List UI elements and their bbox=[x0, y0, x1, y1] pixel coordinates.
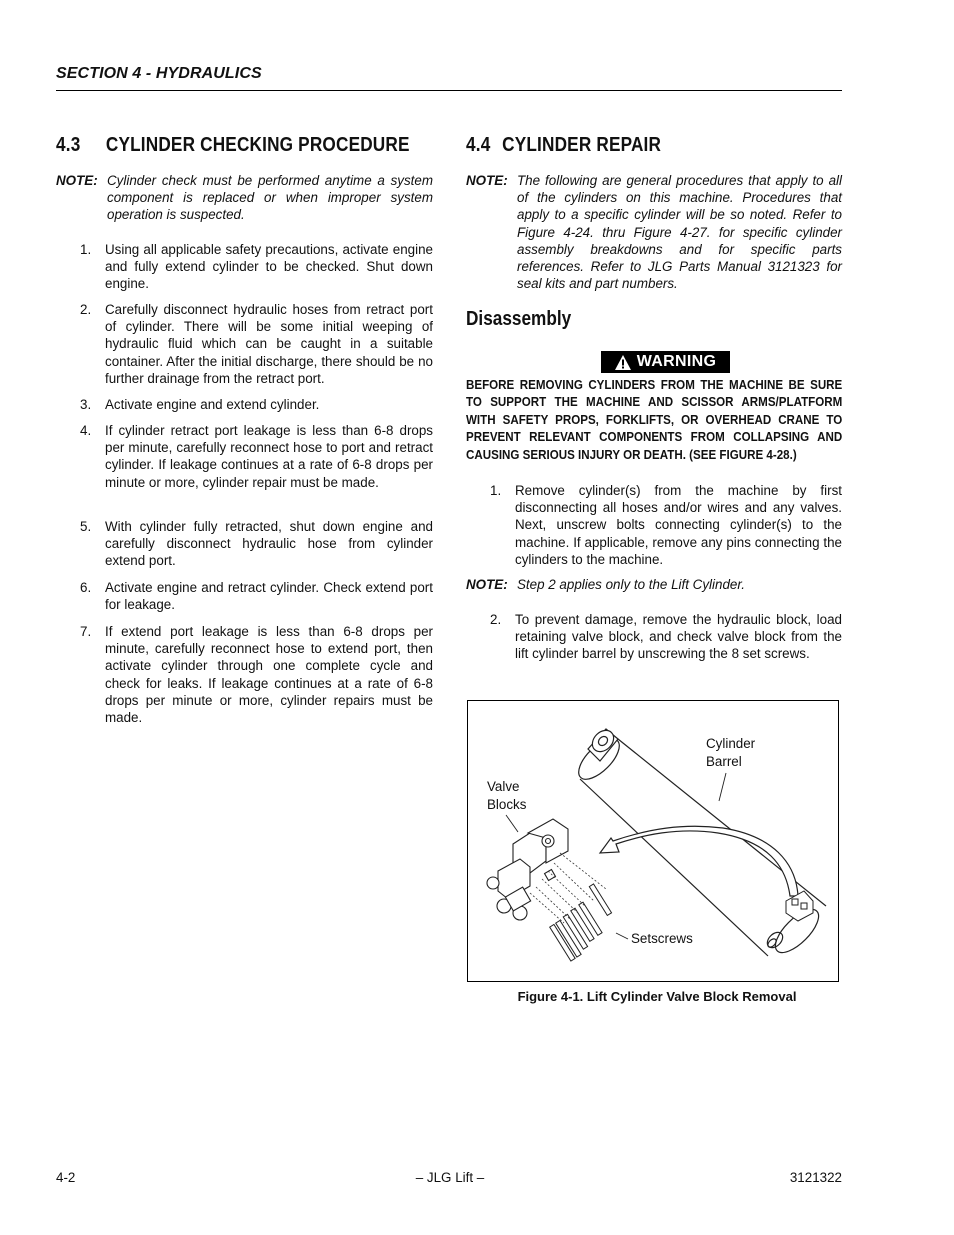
figure-frame bbox=[467, 700, 839, 982]
note-text: The following are general procedures that apply to all of the cylinders on this machine. Procedures that apply to a specific cylinder will be so noted. Refer to Figure 4-24. thru Figure 4-27. for specific cylinder assembly breakdowns and for specific parts references. Refer to JLG Parts Manual 3121323 for seal kits and part numbers. bbox=[517, 173, 842, 292]
list-item-text: Carefully disconnect hydraulic hoses from retract port of cylinder. There will be some initial weeping of hydraulic fluid which can be caught in a suitable container. After the initial discharge, there should be no further drainage from the retract port. bbox=[105, 302, 433, 386]
footer-center: – JLG Lift – bbox=[415, 1170, 485, 1185]
note-block bbox=[466, 576, 842, 594]
list-item-number: 6. bbox=[80, 580, 92, 595]
note-label: NOTE: bbox=[466, 173, 508, 188]
list-item-number: 1. bbox=[490, 483, 502, 498]
note-block bbox=[466, 172, 842, 292]
warning-label: WARNING bbox=[636, 353, 717, 370]
list-item-text: Remove cylinder(s) from the machine by first disconnecting all hoses and/or wires and any valves. Next, unscrew bolts connecting cylinder(s) to the machine. If applicable, remove any pins connecting the cylinders to the machine. bbox=[515, 483, 842, 567]
list-item-number: 4. bbox=[80, 423, 92, 438]
heading-number: 4.3 bbox=[56, 134, 81, 156]
document-number: 3121322 bbox=[789, 1170, 842, 1185]
list-item-text: Using all applicable safety precautions, activate engine and fully extend cylinder to be checked. Shut down engine. bbox=[105, 242, 433, 292]
note-label: NOTE: bbox=[56, 173, 98, 188]
heading-text: CYLINDER CHECKING PROCEDURE bbox=[105, 134, 410, 156]
warning-triangle-icon bbox=[615, 355, 631, 370]
note-block bbox=[56, 172, 433, 224]
figure-caption: Figure 4-1. Lift Cylinder Valve Block Removal bbox=[517, 989, 797, 1004]
label-cylinder-line2: Barrel bbox=[706, 753, 742, 769]
list-item-text: With cylinder fully retracted, shut down engine and carefully disconnect hydraulic hose from cylinder extend port. bbox=[105, 519, 433, 569]
subheading-disassembly: Disassembly bbox=[466, 308, 572, 330]
list-item-text: If cylinder retract port leakage is less than 6-8 drops per minute, carefully reconnect hose to port and retract cylinder. If leakage continues at a rate of 6-8 drops per minute or more, cylinder repair must be made. bbox=[105, 423, 433, 490]
list-item-text: To prevent damage, remove the hydraulic block, load retaining valve block, and check valve block from the lift cylinder barrel by unscrewing the 8 set screws. bbox=[515, 612, 842, 662]
warning-badge bbox=[601, 351, 730, 373]
list-item-number: 5. bbox=[80, 519, 92, 534]
list-item-number: 1. bbox=[80, 242, 92, 257]
valve-blocks-drawing bbox=[487, 819, 568, 920]
note-text: Cylinder check must be performed anytime a system component is replaced or when improper system operation is suspected. bbox=[107, 173, 433, 223]
note-text: Step 2 applies only to the Lift Cylinder. bbox=[517, 577, 746, 592]
note-label: NOTE: bbox=[466, 577, 508, 592]
list-item-text: If extend port leakage is less than 6-8 drops per minute, carefully reconnect hose to extend port, then activate cylinder through one complete cycle and check for leaks. If leakage continues at a rate of 6-8 drops per minute or more, cylinder repairs must be made. bbox=[105, 624, 433, 726]
list-item-number: 7. bbox=[80, 624, 92, 639]
list-item-number: 3. bbox=[80, 397, 92, 412]
list-item-text: Activate engine and retract cylinder. Check extend port for leakage. bbox=[105, 580, 433, 613]
label-cylinder-line1: Cylinder bbox=[706, 736, 756, 751]
page-number: 4-2 bbox=[56, 1170, 76, 1185]
label-cylinder-barrel bbox=[706, 735, 755, 770]
warning-text: BEFORE REMOVING CYLINDERS FROM THE MACHINE BE SURE TO SUPPORT THE MACHINE AND SCISSOR ARMS/PLATFORM WITH SAFETY PROPS, FORKLIFTS, OR OVERHEAD CRANE TO PREVENT RELEVANT COMPONENTS FROM COLLAPSING AND CAUSING SERIOUS INJURY OR DEATH. (SEE FIGURE 4-28.) bbox=[466, 378, 843, 462]
list-item-number: 2. bbox=[80, 302, 92, 317]
heading-cylinder-checking bbox=[56, 134, 410, 157]
heading-text: CYLINDER REPAIR bbox=[502, 134, 662, 156]
label-valve-line1: Valve bbox=[487, 779, 520, 794]
list-item-number: 2. bbox=[490, 612, 502, 627]
setscrews-drawing bbox=[550, 884, 612, 961]
label-valve-line2: Blocks bbox=[487, 796, 527, 812]
label-valve-blocks bbox=[487, 778, 526, 813]
heading-cylinder-repair bbox=[466, 134, 661, 157]
list-item-text: Activate engine and extend cylinder. bbox=[105, 397, 320, 412]
header-divider bbox=[56, 90, 842, 91]
label-setscrews: Setscrews bbox=[631, 931, 693, 946]
heading-number: 4.4 bbox=[466, 134, 491, 156]
section-header: SECTION 4 - HYDRAULICS bbox=[56, 65, 262, 82]
removal-arrow bbox=[600, 826, 798, 896]
